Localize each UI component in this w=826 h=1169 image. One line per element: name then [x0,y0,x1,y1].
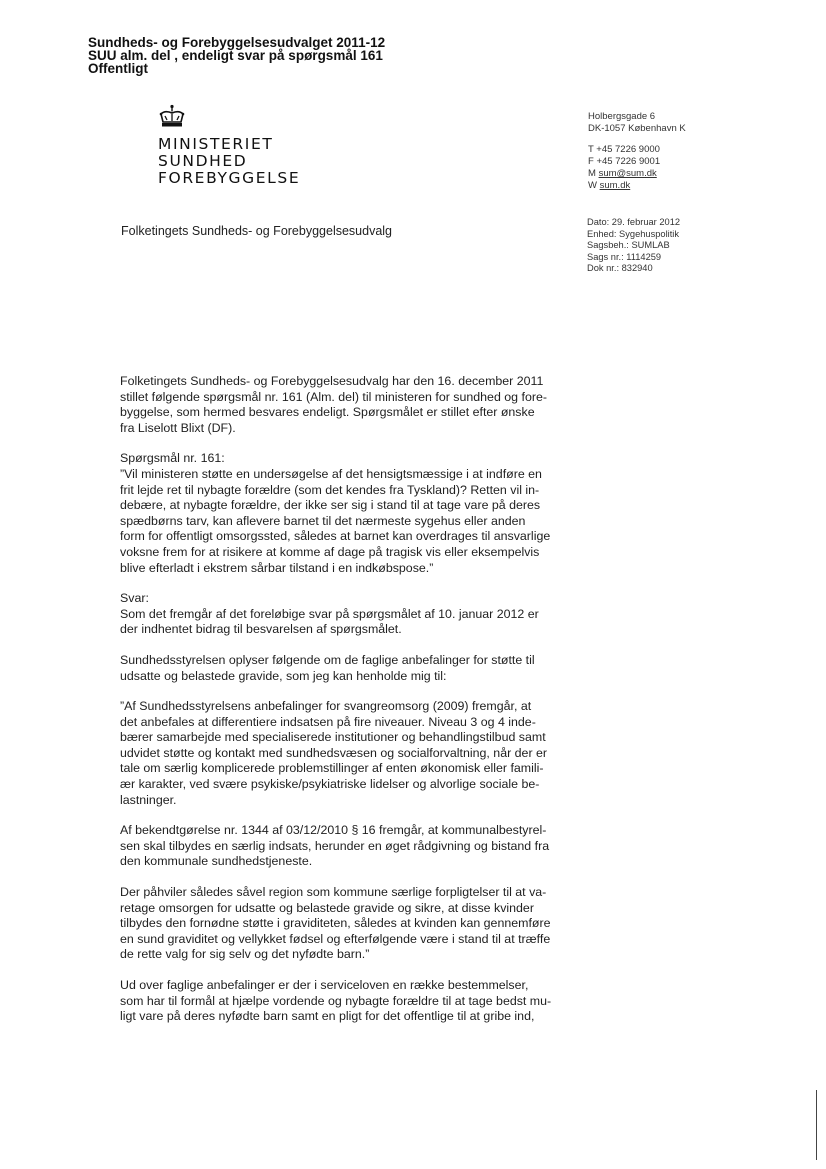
board-statement-paragraph [120,653,560,684]
text-line: Som det fremgår af det foreløbige svar på spørgsmålet af 10. januar 2012 er [120,606,539,621]
text-line: spædbørns tarv, kan aflevere barnet til det nærmeste sygehus eller anden [120,513,526,528]
email-link[interactable]: sum@sum.dk [598,168,657,179]
text-line: udvidet støtte og kontakt med sundhedsvæsen og socialforvaltning, når der er [120,745,548,760]
service-law-paragraph [120,978,560,1025]
meta-case-number: Sags nr.: 1114259 [587,251,662,262]
text-line: stillet følgende spørgsmål nr. 161 (Alm. del) til ministeren for sundhed og fore- [120,389,547,404]
recipient: Folketingets Sundheds- og Forebyggelsesudvalg [121,224,393,238]
crown-icon [158,104,186,130]
text-line: udsatte og belastede gravide, som jeg kan henholde mig til: [120,668,447,683]
text-line: ær karakter, ved svære psykiske/psykiatriske lidelser og alvorlige sociale be- [120,777,540,792]
text-line: retage omsorgen for udsatte og belastede gravide og sikre, at disse kvinder [120,900,534,915]
email-line [588,168,686,180]
text-line: form for offentligt omsorgssted, således at barnet kan overdrages til ansvarlige [120,529,551,544]
text-line: bærer samarbejde med specialiserede institutioner og behandlingstilbud samt [120,730,546,745]
text-line: Ud over faglige anbefalinger er der i serviceloven en række bestemmelser, [120,978,529,992]
meta-unit: Enhed: Sygehuspolitik [587,228,679,239]
text-line: tale om særlig komplicerede problemstillinger af enten økonomisk eller famili- [120,761,544,776]
question-paragraph [120,451,560,576]
email-prefix: M [588,168,599,179]
ministry-name-line-3: FOREBYGGELSE [158,169,301,187]
web-prefix: W [588,180,600,191]
ministry-name-line-1: MINISTERIET [158,135,274,153]
text-line: byggelse, som hermed besvares endeligt. Spørgsmålet er stillet efter ønske [120,405,535,420]
fax-number: F +45 7226 9001 [588,156,661,167]
text-line: ”Vil ministeren støtte en undersøgelse af det hensigtsmæssige i at indføre en [120,466,542,481]
web-link[interactable]: sum.dk [599,180,631,191]
answer-paragraph [120,591,560,638]
text-line: frit lejde ret til nybagte forældre (som det kendes fra Tyskland)? Retten vil in- [120,482,540,497]
text-line: voksne frem for at risikere at komme af dage på tragisk vis eller eksempelvis [120,544,540,559]
ministry-logo [158,104,300,187]
phone-number: T +45 7226 9000 [588,144,660,155]
text-line: ligt vare på deres nyfødte barn samt en pligt for det offentlige til at gribe ind, [120,1009,535,1024]
scan-margin-line [816,1090,817,1160]
text-line: tilbydes den fornødne støtte i graviditeten, således at kvinden kan gennemføre [120,916,551,931]
contact-block [588,111,686,192]
ministry-name-line-2: SUNDHED [158,152,248,170]
address-street: Holbergsgade 6 [588,111,656,122]
meta-date: Dato: 29. februar 2012 [587,217,681,227]
answer-label: Svar: [120,591,149,606]
text-line: Folketingets Sundheds- og Forebyggelsesudvalg har den 16. december 2011 [120,374,544,388]
meta-doc-number: Dok nr.: 832940 [587,263,653,273]
text-line: en sund graviditet og vellykket fødsel og efterfølgende være i stand til at træffe [120,931,551,946]
header-subject-line: SUU alm. del , endeligt svar på spørgsmål 161 [88,48,383,63]
text-line: lastninger. [120,792,177,807]
text-line: Der påhviler således såvel region som kommune særlige forpligtelser til at va- [120,885,547,900]
text-line: ”Af Sundhedsstyrelsens anbefalinger for svangreomsorg (2009) fremgår, at [120,699,532,714]
document-header [88,36,385,75]
text-line: der indhentet bidrag til besvarelsen af spørgsmålet. [120,622,402,637]
case-meta [587,217,680,275]
text-line: Sundhedsstyrelsen oplyser følgende om de faglige anbefalinger for støtte til [120,652,535,667]
text-line: det anbefales at differentiere indsatsen på fire niveauer. Niveau 3 og 4 inde- [120,714,536,729]
text-line: den kommunale sundhedstjeneste. [120,854,313,869]
meta-case-handler: Sagsbeh.: SUMLAB [587,240,670,250]
address-city: DK-1057 København K [588,123,686,134]
header-status-line: Offentligt [88,61,148,76]
text-line: blive efterladt i ekstrem sårbar tilstand i en indkøbspose.” [120,560,434,575]
intro-paragraph [120,374,560,436]
recommendations-paragraph [120,699,560,808]
question-label: Spørgsmål nr. 161: [120,451,225,466]
regulation-paragraph [120,823,560,870]
obligations-paragraph [120,885,560,963]
text-line: sen skal tilbydes en særlig indsats, herunder en øget rådgivning og bistand fra [120,838,550,853]
text-line: Af bekendtgørelse nr. 1344 af 03/12/2010 § 16 fremgår, at kommunalbestyrel- [120,823,547,838]
web-line [588,180,686,192]
text-line: som har til formål at hjælpe vordende og nybagte forældre til at tage bedst mu- [120,993,552,1008]
header-committee-line: Sundheds- og Forebyggelsesudvalget 2011-12 [88,35,386,50]
text-line: de rette valg for sig selv og det nyfødte barn.” [120,947,370,962]
letter-body [120,374,560,1040]
text-line: fra Liselott Blixt (DF). [120,420,236,435]
text-line: debære, at nybagte forældre, der ikke ser sig i stand til at tage vare på deres [120,498,541,513]
